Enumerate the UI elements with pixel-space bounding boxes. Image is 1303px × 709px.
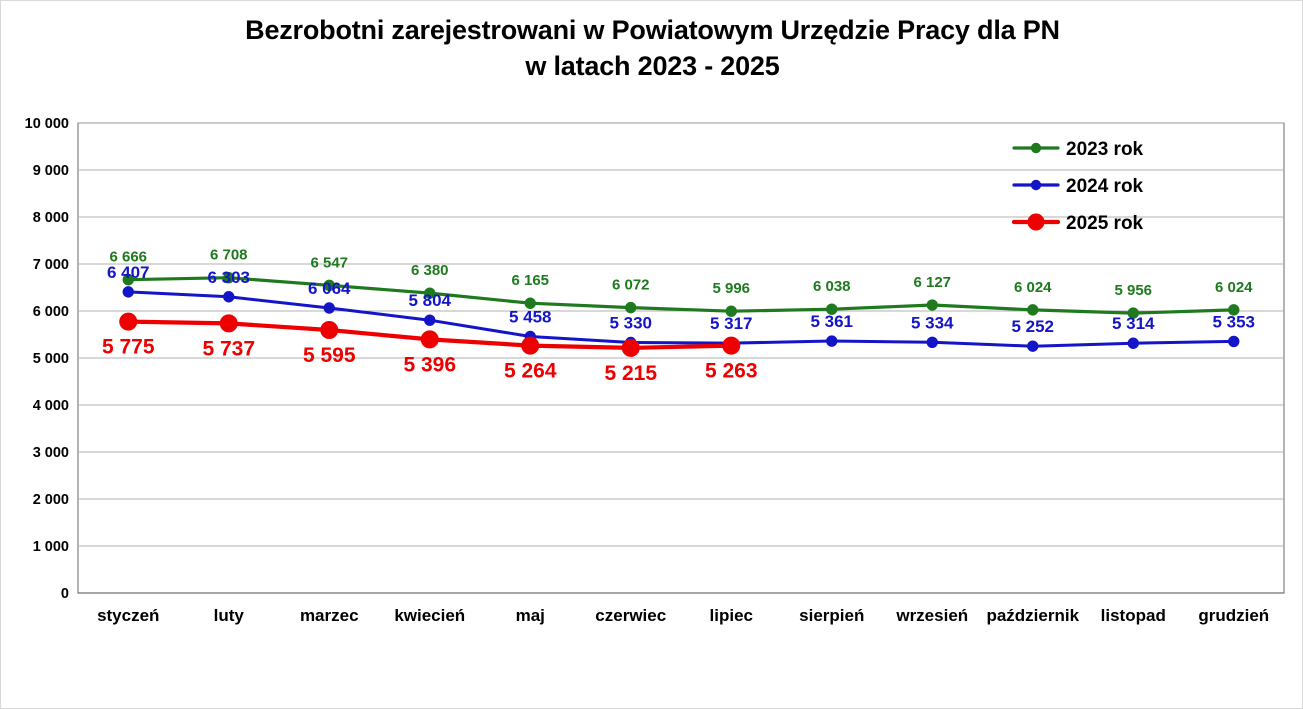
data-point-label: 5 361 [810,312,854,332]
y-tick-label: 8 000 [32,210,69,226]
x-tick-label: grudzień [1198,606,1270,625]
data-point [927,337,937,347]
data-point-label: 5 396 [403,353,457,377]
y-tick-label: 1 000 [32,539,69,555]
legend-marker [1031,180,1041,190]
chart-plot-area [1,111,1303,651]
y-tick-label: 9 000 [32,163,69,179]
data-point-label: 6 165 [511,272,550,290]
data-point-label: 5 317 [709,314,753,334]
data-point-label: 5 330 [609,313,653,333]
x-tick-label: październik [986,606,1080,625]
page-title [1,13,1303,84]
data-point-label: 5 737 [202,337,256,361]
data-point [626,302,636,312]
data-point [321,322,338,339]
x-axis-tick-labels [97,606,1269,625]
data-point-label: 6 708 [209,246,248,264]
y-axis-tick-labels [25,116,69,602]
data-point-label: 6 024 [1013,278,1052,296]
x-tick-label: sierpień [799,606,865,625]
data-point-label: 5 264 [503,359,557,383]
legend-label: 2023 rok [1066,139,1144,160]
data-point [120,313,137,330]
data-point-label: 6 038 [812,278,851,296]
data-point [927,300,937,310]
data-point [622,339,639,356]
x-tick-label: luty [213,606,244,625]
data-point [421,331,438,348]
data-point-label: 5 353 [1212,312,1256,332]
data-point [220,315,237,332]
y-tick-label: 5 000 [32,351,69,367]
y-tick-label: 10 000 [24,116,69,132]
data-point [522,337,539,354]
data-point-label: 5 252 [1011,317,1055,337]
x-tick-label: lipiec [709,606,753,625]
x-tick-label: styczeń [97,606,160,625]
legend-marker [1028,214,1045,231]
data-point [1028,305,1038,315]
data-point [1128,338,1138,348]
data-point [1229,336,1239,346]
data-point-label: 5 314 [1111,314,1155,334]
data-point-label: 5 804 [408,291,452,311]
line-chart [1,111,1303,651]
y-tick-label: 2 000 [32,492,69,508]
data-point-label: 6 127 [913,274,952,292]
legend-marker [1031,143,1041,153]
y-tick-label: 3 000 [32,445,69,461]
data-point [123,287,133,297]
data-point-label: 5 996 [712,280,751,298]
y-tick-label: 6 000 [32,304,69,320]
data-point-label: 6 407 [106,262,150,282]
data-point [1028,341,1038,351]
x-tick-label: wrzesień [896,606,969,625]
x-tick-label: maj [515,606,545,625]
data-point-label: 6 380 [410,262,449,280]
y-tick-label: 7 000 [32,257,69,273]
data-point [224,292,234,302]
chart-title-line2: w latach 2023 - 2025 [525,50,780,81]
x-tick-label: marzec [299,606,359,625]
data-point-label: 5 215 [604,361,658,385]
data-point-label: 6 303 [207,267,251,287]
data-point [425,315,435,325]
data-point-label: 5 775 [101,335,155,359]
data-point-label: 5 458 [508,307,552,327]
data-point-label: 5 334 [910,313,954,333]
data-point-label: 5 956 [1114,282,1153,300]
chart-title-line1: Bezrobotni zarejestrowani w Powiatowym Urzędzie Pracy dla PN [245,15,1060,45]
x-tick-label: kwiecień [394,606,466,625]
data-point-label: 6 072 [611,276,650,294]
data-point-label: 6 064 [307,278,351,298]
data-point-label: 5 595 [302,344,356,368]
legend-label: 2025 rok [1066,213,1144,234]
legend-label: 2024 rok [1066,176,1144,197]
data-point-label: 6 666 [109,248,148,266]
data-point-label: 6 024 [1214,278,1253,296]
data-point [827,336,837,346]
data-point [723,337,740,354]
y-tick-label: 0 [60,586,69,602]
data-point [324,303,334,313]
x-tick-label: czerwiec [595,606,667,625]
y-tick-label: 4 000 [32,398,69,414]
x-tick-label: listopad [1100,606,1166,625]
data-point-label: 6 547 [310,254,349,272]
data-point-label: 5 263 [704,359,758,383]
